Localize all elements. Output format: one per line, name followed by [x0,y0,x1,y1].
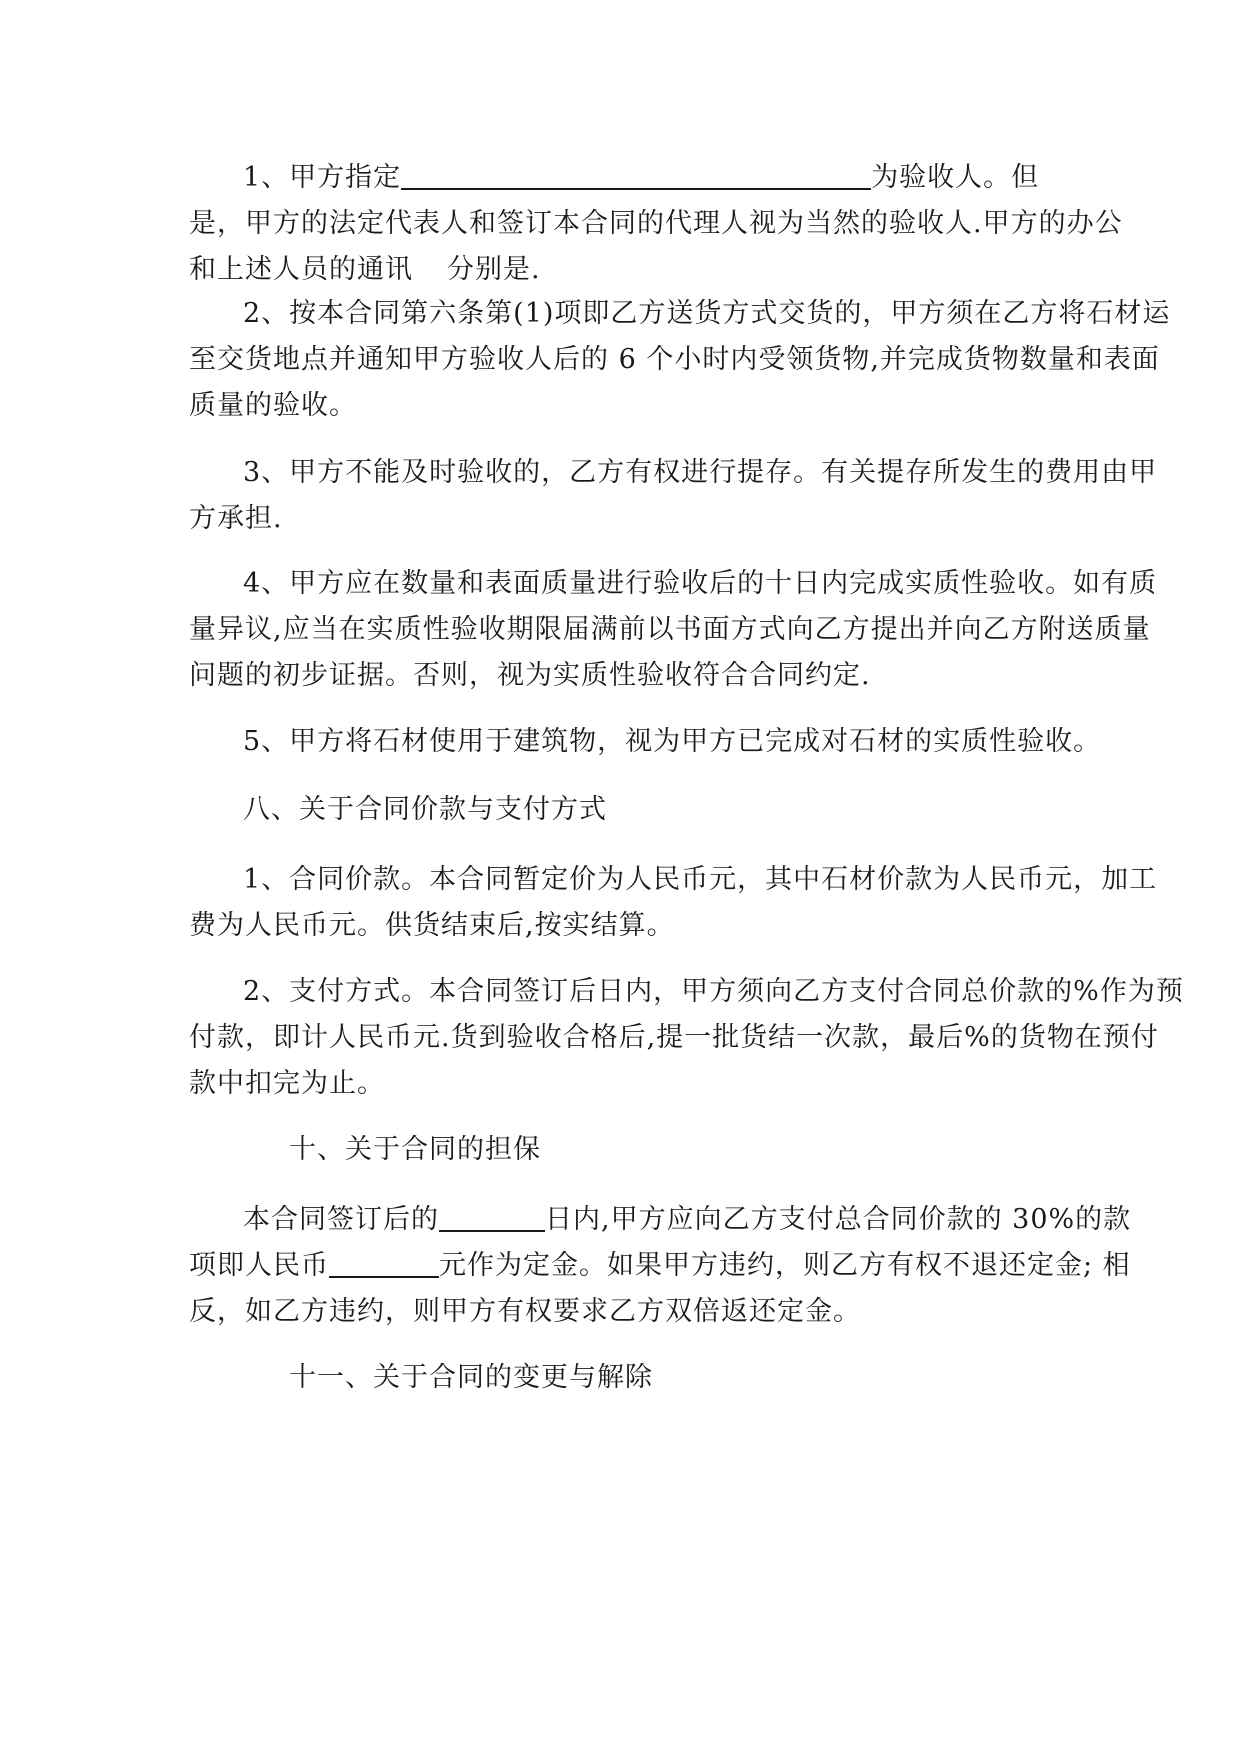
item3-line2: 方承担. [189,503,283,534]
c10-text-d: 元作为定金。如果甲方违约，则乙方有权不退还定金; 相 [439,1250,1131,1281]
item2-line1: 2、按本合同第六条第(1)项即乙方送货方式交货的，甲方须在乙方将石材运 [243,298,1171,329]
item1-text-d: 分别是. [447,254,541,285]
item5-line1: 5、甲方将石材使用于建筑物，视为甲方已完成对石材的实质性验收。 [243,726,1102,757]
item4-line2: 量异议,应当在实质性验收期限届满前以书面方式向乙方提出并向乙方附送质量 [189,614,1151,645]
c8-item1-line1: 1、合同价款。本合同暂定价为人民币元，其中石材价款为人民币元，加工 [243,864,1158,895]
item2-line2: 至交货地点并通知甲方验收人后的 6 个小时内受领货物,并完成货物数量和表面 [189,344,1160,375]
item2-line3: 质量的验收。 [189,390,357,421]
item1-text-a: 1、甲方指定 [243,162,402,193]
item1-line2: 是，甲方的法定代表人和签订本合同的代理人视为当然的验收人.甲方的办公 [189,208,1123,239]
item4-line3: 问题的初步证据。否则，视为实质性验收符合合同约定. [189,660,871,691]
c8-item1-line2: 费为人民币元。供货结束后,按实结算。 [189,910,675,941]
c8-item2-line1: 2、支付方式。本合同签订后日内，甲方须向乙方支付合同总价款的%作为预 [243,976,1184,1007]
deposit-amount-blank[interactable] [329,1248,439,1278]
item1-text-b: 为验收人。但 [871,162,1040,193]
acceptor-blank[interactable] [401,160,871,190]
item1-text-c: 和上述人员的通讯 [189,254,413,285]
item3-line1: 3、甲方不能及时验收的，乙方有权进行提存。有关提存所发生的费用由甲 [243,457,1158,488]
c10-text-c: 项即人民币 [189,1250,329,1281]
clause10-heading-text: 十、关于合同的担保 [289,1134,541,1165]
clause8-heading-text: 八、关于合同价款与支付方式 [243,794,607,825]
days-blank[interactable] [439,1202,545,1232]
c8-item2-line2: 付款，即计人民币元.货到验收合格后,提一批货结一次款，最后%的货物在预付 [189,1022,1159,1053]
item4-line1: 4、甲方应在数量和表面质量进行验收后的十日内完成实质性验收。如有质 [243,568,1158,599]
c8-item2-line3: 款中扣完为止。 [189,1068,385,1099]
c10-text-b: 日内,甲方应向乙方支付总合同价款的 30%的款 [545,1204,1132,1235]
c10-text-a: 本合同签订后的 [243,1204,439,1235]
c10-line3: 反，如乙方违约，则甲方有权要求乙方双倍返还定金。 [189,1296,861,1327]
clause11-heading-text: 十一、关于合同的变更与解除 [289,1362,653,1393]
